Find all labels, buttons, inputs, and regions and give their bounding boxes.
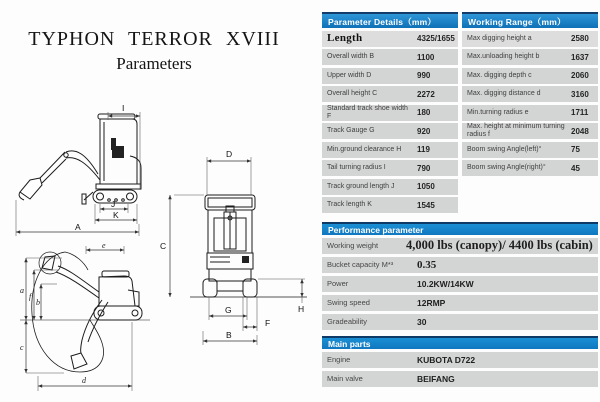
spec-row xyxy=(322,142,458,158)
spec-value: 990 xyxy=(417,71,431,80)
spec-row xyxy=(462,86,598,102)
performance-value: 10.2KW/14KW xyxy=(417,278,474,289)
spec-value: 2272 xyxy=(417,89,435,99)
spec-label: Track Gauge G xyxy=(327,127,375,135)
spec-value: 790 xyxy=(417,163,431,173)
spec-row xyxy=(322,197,458,213)
spec-panel xyxy=(322,12,598,387)
spec-label: Standard track shoe width F xyxy=(327,104,408,120)
excavator-side-art xyxy=(19,114,141,204)
spec-value: 119 xyxy=(417,145,430,154)
spec-value: 1050 xyxy=(417,182,435,191)
dim-label-i: I xyxy=(122,103,125,113)
spec-label: Max. digging depth c xyxy=(467,71,532,79)
performance-row xyxy=(322,276,598,293)
dim-label-a-side: A xyxy=(75,222,81,232)
dim-label-b-range: b xyxy=(36,298,40,307)
spec-row xyxy=(462,160,598,176)
main-parts-value: BEIFANG xyxy=(417,373,455,384)
spec-label: Length xyxy=(327,32,363,45)
spec-label: Overall width B xyxy=(327,53,375,61)
spec-row xyxy=(462,68,598,84)
spec-value: 2060 xyxy=(571,71,589,80)
spec-row xyxy=(322,105,458,121)
dim-label-e: e xyxy=(102,241,106,250)
spec-value: 1545 xyxy=(417,200,435,210)
spec-row xyxy=(322,49,458,65)
spec-label: Min.turning radius e xyxy=(467,108,529,116)
spec-label: Min.ground clearance H xyxy=(327,145,402,153)
spec-label: Max digging height a xyxy=(467,34,532,42)
spec-label: Max. height at minimum turning radius f xyxy=(467,123,565,138)
spec-label: Overall height C xyxy=(327,90,378,98)
performance-value: 30 xyxy=(417,316,427,327)
main-parts-row xyxy=(322,352,598,369)
spec-value: 1100 xyxy=(417,52,435,62)
dim-label-d: D xyxy=(226,149,233,159)
performance-row xyxy=(322,238,598,255)
dim-label-b: B xyxy=(226,330,232,340)
spec-value: 180 xyxy=(417,108,431,117)
spec-value: 75 xyxy=(571,145,580,154)
spec-label: Boom swing Angle(left)° xyxy=(467,145,542,153)
performance-value: 4,000 lbs (canopy)/ 4400 lbs (cabin) xyxy=(406,238,593,253)
spec-value: 920 xyxy=(417,126,431,136)
working-range-drawing xyxy=(2,240,157,402)
dim-label-c: C xyxy=(160,241,167,251)
spec-value: 45 xyxy=(571,163,580,173)
spec-row xyxy=(322,123,458,139)
performance-label: Working weight xyxy=(327,241,379,251)
dim-label-c-range: c xyxy=(20,343,24,352)
dim-label-a-range: a xyxy=(20,286,24,295)
spec-label: Max.unloading height b xyxy=(467,53,540,61)
parameter-details-column xyxy=(322,12,458,213)
spec-label: Upper width D xyxy=(327,71,372,79)
front-view-drawing xyxy=(152,95,317,350)
performance-label: Bucket capacity M*³ xyxy=(327,260,394,270)
performance-parameter-header: Performance parameter xyxy=(322,222,598,235)
performance-label: Gradeability xyxy=(327,317,368,327)
spec-label: Boom swing Angle(right)° xyxy=(467,164,546,172)
performance-label: Power xyxy=(327,279,349,289)
main-parts-label: Main valve xyxy=(327,374,363,384)
spec-value: 1711 xyxy=(571,108,589,117)
spec-label: Track ground length J xyxy=(327,182,395,190)
dim-label-j: J xyxy=(111,199,116,209)
spec-row xyxy=(322,86,458,102)
spec-row xyxy=(462,49,598,65)
spec-row xyxy=(322,179,458,195)
parameter-details-header: Parameter Details（mm） xyxy=(322,12,458,28)
model-name: TYPHON TERROR XVIII xyxy=(28,28,280,50)
main-parts-value: KUBOTA D722 xyxy=(417,354,476,365)
spec-label: Tail turning radius I xyxy=(327,164,386,172)
dim-label-d-range: d xyxy=(82,376,86,385)
performance-row xyxy=(322,314,598,331)
working-range-header: Working Range（mm） xyxy=(462,12,598,28)
spec-row xyxy=(462,31,598,47)
spec-value: 1637 xyxy=(571,52,589,62)
main-parts-header: Main parts xyxy=(322,336,598,349)
spec-label: Max. digging distance d xyxy=(467,90,541,98)
performance-label: Swing speed xyxy=(327,298,370,308)
main-parts-label: Engine xyxy=(327,355,351,365)
dim-label-h: H xyxy=(298,304,305,314)
dim-label-g: G xyxy=(225,305,232,315)
main-parts-row xyxy=(322,371,598,388)
excavator-front-art xyxy=(190,195,307,297)
spec-row xyxy=(462,123,598,139)
spec-row xyxy=(322,31,458,47)
working-range-column xyxy=(462,12,598,213)
spec-row xyxy=(462,142,598,158)
side-view-drawing xyxy=(8,96,158,241)
side-view-dimensions xyxy=(16,112,140,236)
spec-table xyxy=(322,12,598,213)
spec-value: 3160 xyxy=(571,89,589,99)
performance-value: 0.35 xyxy=(417,258,437,271)
spec-value: 2580 xyxy=(571,34,589,43)
spec-row xyxy=(322,68,458,84)
dim-label-f: F xyxy=(265,318,271,328)
performance-value: 12RMP xyxy=(417,297,446,308)
spec-row xyxy=(322,160,458,176)
page-title xyxy=(8,28,300,74)
performance-row xyxy=(322,257,598,274)
spec-value: 4325/1655 xyxy=(417,34,455,43)
page-subtitle: Parameters xyxy=(116,54,192,73)
spec-row xyxy=(462,105,598,121)
performance-row xyxy=(322,295,598,312)
dim-label-k: K xyxy=(113,210,119,220)
spec-value: 2048 xyxy=(571,126,589,136)
spec-label: Track length K xyxy=(327,201,372,209)
dim-label-f-range: f xyxy=(29,292,32,301)
